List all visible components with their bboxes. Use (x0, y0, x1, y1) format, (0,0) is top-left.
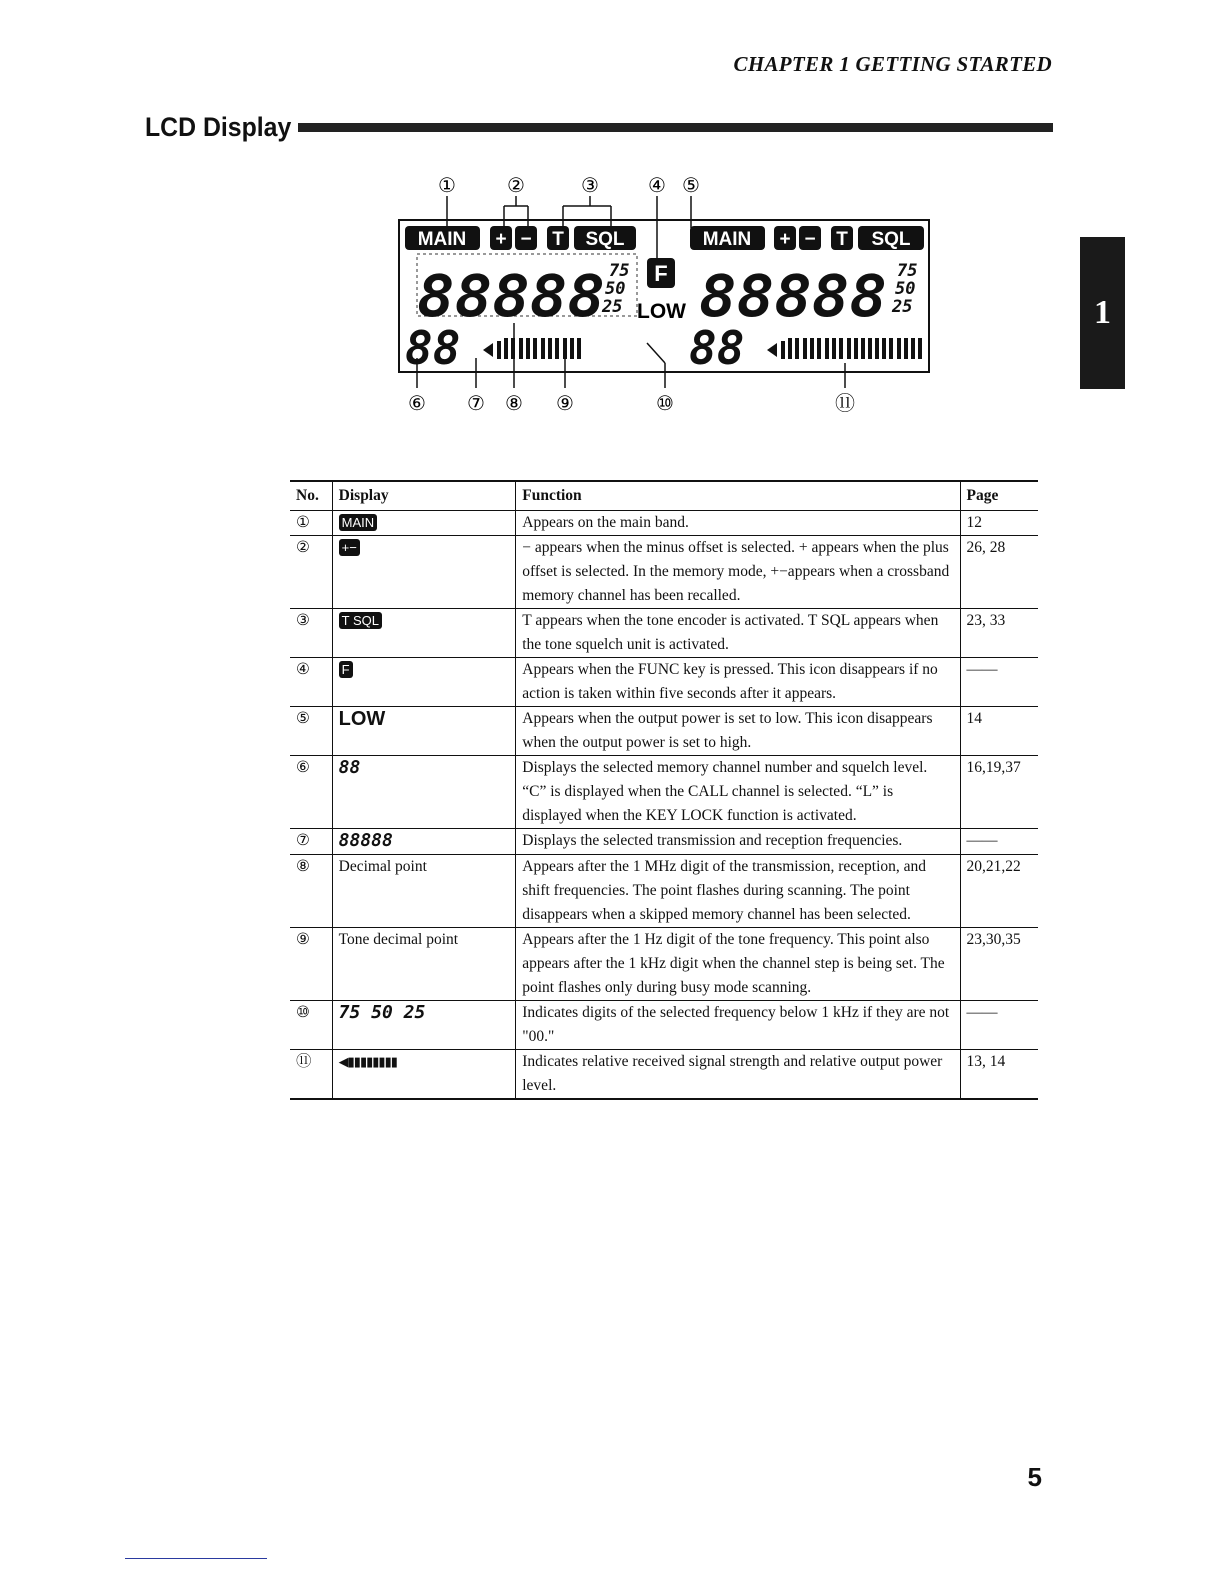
header-no: No. (290, 481, 332, 511)
row-page: —— (960, 829, 1038, 855)
row-no: ⑧ (290, 855, 332, 928)
row-page: 16,19,37 (960, 756, 1038, 829)
row-no: ④ (290, 658, 332, 707)
row-function: Indicates relative received signal strength and relative output power level. (516, 1050, 960, 1100)
lcd-f-icon: F (654, 261, 668, 286)
row-display (332, 1001, 516, 1050)
lcd-main-right: MAIN (702, 229, 752, 250)
row-function: Indicates digits of the selected frequency below 1 kHz if they are not "00." (516, 1001, 960, 1050)
row-display (332, 1050, 516, 1100)
callout-7: ⑦ (467, 391, 485, 415)
row-no: ⑪ (290, 1050, 332, 1100)
row-function: Displays the selected transmission and reception frequencies. (516, 829, 960, 855)
row-function: Appears after the 1 MHz digit of the transmission, reception, and shift frequencies. The point flashes during scanning. The point disappears when a skipped memory channel has been selected. (516, 855, 960, 928)
callout-9: ⑨ (556, 391, 574, 415)
lcd-fraction-50-left: 50 (605, 279, 626, 299)
row-no: ⑨ (290, 928, 332, 1001)
row-display: Tone decimal point (332, 928, 516, 1001)
lcd-diagram (397, 168, 937, 418)
table-row (290, 829, 1038, 855)
row-no: ⑤ (290, 707, 332, 756)
lcd-sql-left: SQL (585, 229, 625, 250)
row-page: 26, 28 (960, 536, 1038, 609)
section-rule (298, 123, 1053, 132)
row-no: ⑥ (290, 756, 332, 829)
row-page: 23, 33 (960, 609, 1038, 658)
row-page: —— (960, 1001, 1038, 1050)
row-function: T appears when the tone encoder is activated. T SQL appears when the tone squelch unit is activated. (516, 609, 960, 658)
row-display (332, 829, 516, 855)
row-display (332, 609, 516, 658)
lcd-fraction-25-right: 25 (892, 297, 913, 317)
callout-8: ⑧ (505, 391, 523, 415)
row-page: 13, 14 (960, 1050, 1038, 1100)
row-page: 12 (960, 511, 1038, 536)
header-page: Page (960, 481, 1038, 511)
row-display (332, 536, 516, 609)
lcd-digits-right: 88888 (699, 262, 887, 330)
lcd-channel-left: 88 (405, 321, 461, 375)
table-row (290, 658, 1038, 707)
lcd-fraction-25-left: 25 (602, 297, 623, 317)
lcd-plus-left: + (495, 229, 507, 250)
lcd-plus-right: + (779, 229, 791, 250)
fraction-digits: 75 50 25 (338, 1002, 426, 1023)
signal-bars-icon: ◀▮▮▮▮▮▮▮▮ (338, 1055, 397, 1070)
row-page: 20,21,22 (960, 855, 1038, 928)
table-row (290, 928, 1038, 1001)
section-title: LCD Display (145, 112, 292, 142)
channel-digits: 88 (338, 757, 361, 778)
header-display: Display (332, 481, 516, 511)
row-page: 14 (960, 707, 1038, 756)
lcd-t-right: T (836, 229, 848, 250)
lcd-low: LOW (637, 300, 686, 323)
row-display (332, 707, 516, 756)
lcd-minus-right: − (804, 229, 816, 250)
lcd-digits-left: 88888 (417, 262, 605, 330)
row-no: ① (290, 511, 332, 536)
header-function: Function (516, 481, 960, 511)
page-number: 5 (1027, 1462, 1042, 1492)
table-row (290, 1050, 1038, 1100)
row-no: ② (290, 536, 332, 609)
table-row (290, 536, 1038, 609)
callout-11: ⑪ (835, 391, 855, 415)
row-display (332, 658, 516, 707)
lcd-fraction-75-left: 75 (609, 261, 630, 281)
main-icon: MAIN (339, 514, 378, 531)
row-no: ⑦ (290, 829, 332, 855)
row-function: Displays the selected memory channel number and squelch level. “C” is displayed when the CALL channel is selected. “L” is displayed when the KEY LOCK function is activated. (516, 756, 960, 829)
row-function: − appears when the minus offset is selected. + appears when the plus offset is selected. In the memory mode, +−appears when a crossband memory channel has been recalled. (516, 536, 960, 609)
callout-4: ④ (648, 173, 666, 197)
chapter-tab (1080, 237, 1125, 389)
lcd-minus-left: − (520, 229, 532, 250)
chapter-tab-label: 1 (1094, 294, 1111, 331)
table-row (290, 511, 1038, 536)
callout-3: ③ (581, 173, 599, 197)
table-header-row (290, 481, 1038, 511)
lcd-sql-right: SQL (871, 229, 911, 250)
lcd-main-left: MAIN (417, 229, 467, 250)
row-display (332, 511, 516, 536)
table-row (290, 855, 1038, 928)
row-function: Appears after the 1 Hz digit of the tone frequency. This point also appears after the 1 kHz digit when the channel step is being set. The point flashes only during busy mode scanning. (516, 928, 960, 1001)
row-function: Appears when the output power is set to low. This icon disappears when the output power is set to high. (516, 707, 960, 756)
lcd-t-left: T (552, 229, 564, 250)
footer-rule (125, 1558, 267, 1559)
row-function: Appears on the main band. (516, 511, 960, 536)
row-display: Decimal point (332, 855, 516, 928)
row-display (332, 756, 516, 829)
tone-sql-icon: T SQL (339, 612, 382, 629)
low-label: LOW (338, 708, 386, 730)
row-page: 23,30,35 (960, 928, 1038, 1001)
table-row (290, 707, 1038, 756)
row-no: ⑩ (290, 1001, 332, 1050)
func-icon: F (339, 661, 353, 678)
chapter-header: CHAPTER 1 GETTING STARTED (733, 52, 1052, 76)
callout-2: ② (507, 173, 525, 197)
row-function: Appears when the FUNC key is pressed. This icon disappears if no action is taken within five seconds after it appears. (516, 658, 960, 707)
table-row (290, 609, 1038, 658)
row-no: ③ (290, 609, 332, 658)
row-page: —— (960, 658, 1038, 707)
table-row (290, 1001, 1038, 1050)
callout-10: ⑩ (656, 391, 674, 415)
callout-1: ① (438, 173, 456, 197)
table-row (290, 756, 1038, 829)
lcd-channel-right: 88 (689, 321, 745, 375)
lcd-fraction-50-right: 50 (895, 279, 916, 299)
lcd-function-table (290, 480, 1038, 1100)
callout-5: ⑤ (682, 173, 700, 197)
plus-minus-icon: +− (339, 539, 360, 556)
frequency-digits: 88888 (338, 830, 393, 851)
lcd-fraction-75-right: 75 (897, 261, 918, 281)
callout-6: ⑥ (408, 391, 426, 415)
